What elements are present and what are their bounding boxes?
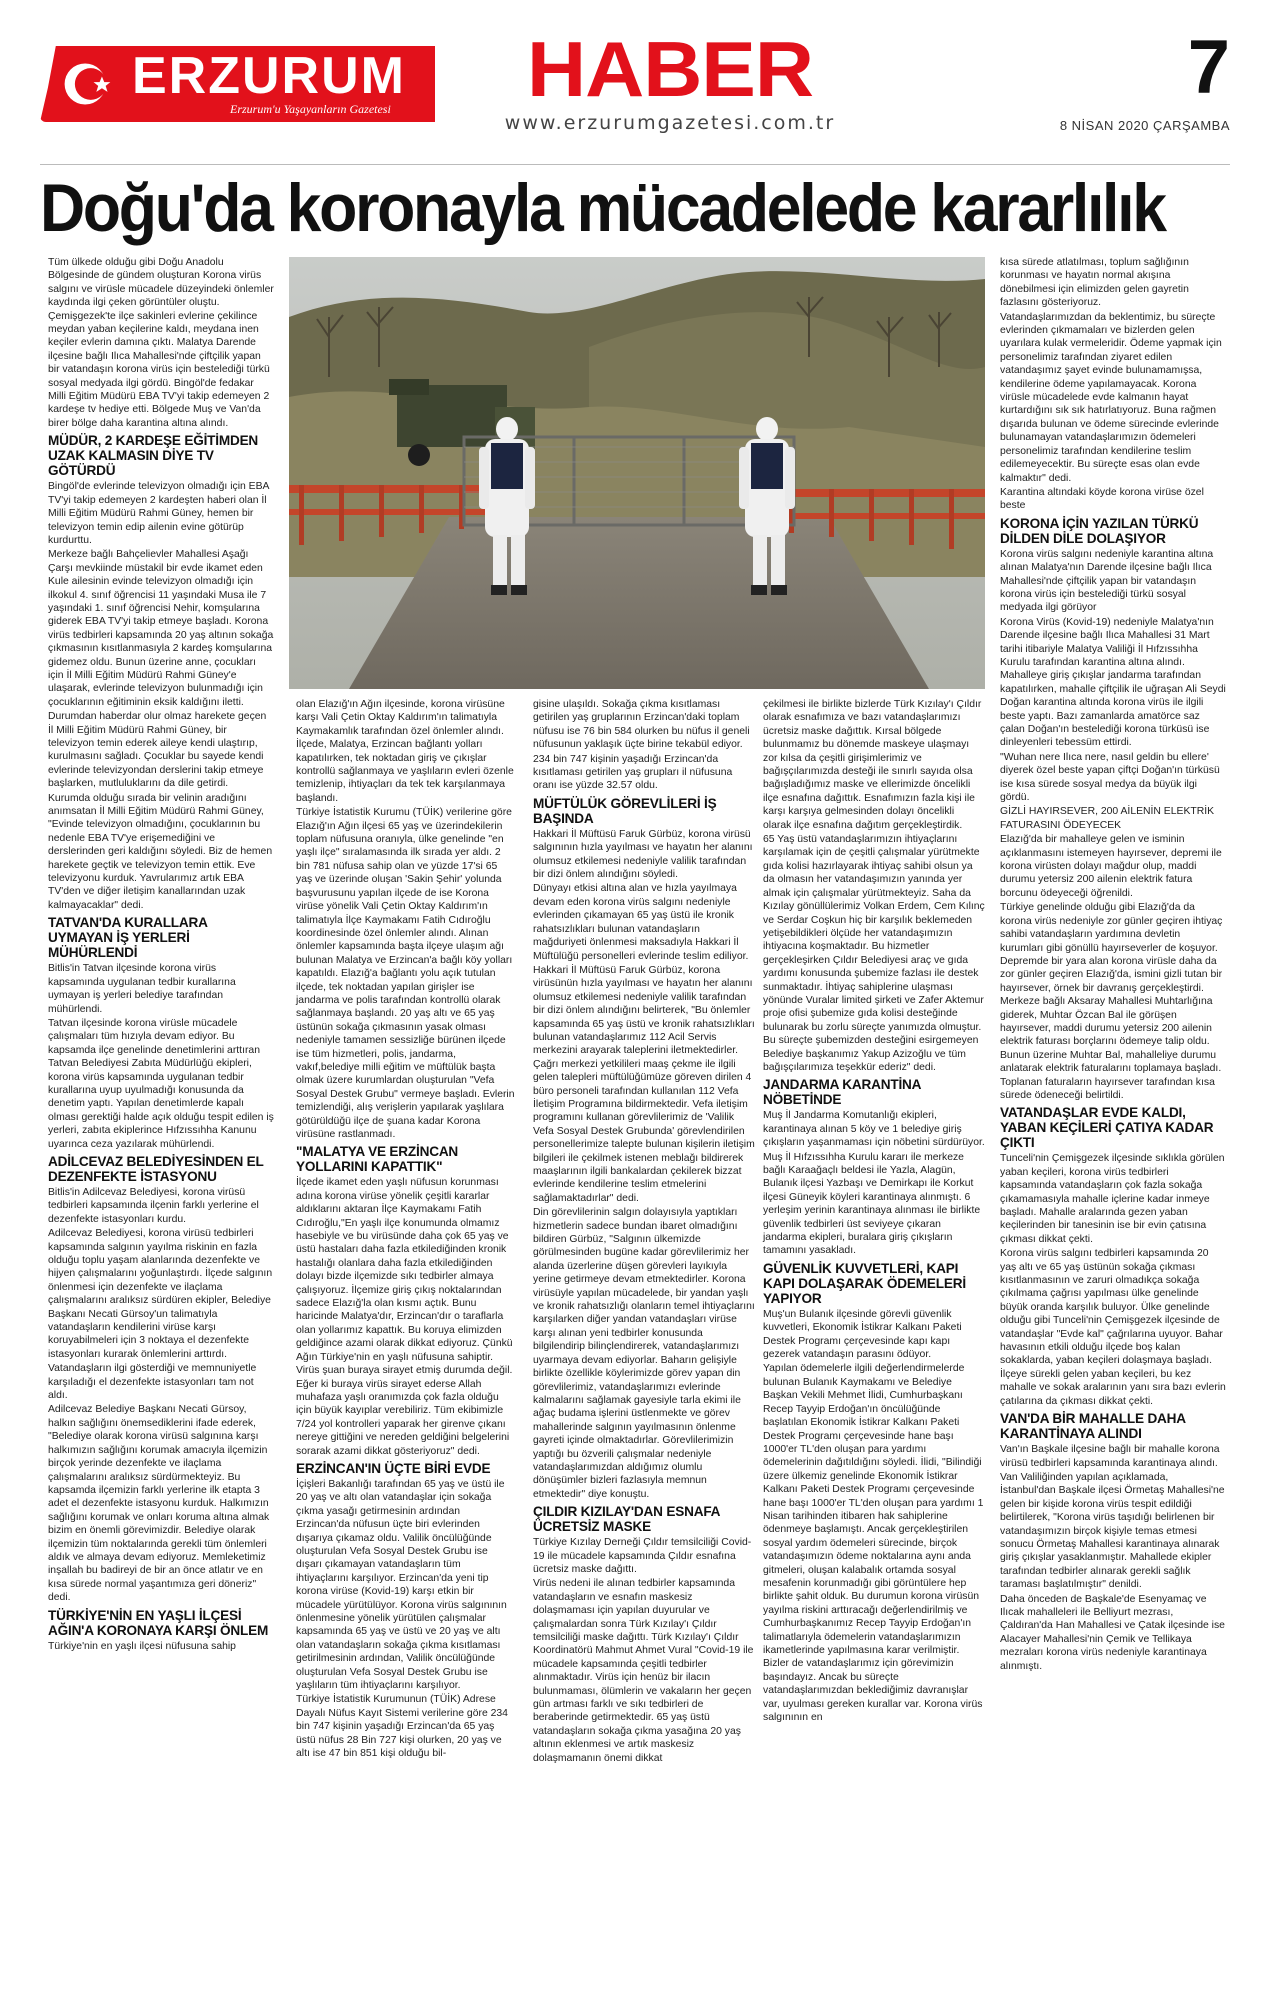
paragraph: GİZLİ HAYIRSEVER, 200 AİLENİN ELEKTRİK FATURASINI ÖDEYECEK — [1000, 806, 1215, 831]
paragraph: Adilcevaz Belediye Başkanı Necati Gürsoy, halkın sağlığını önemsediklerini ifade ederek, "Belediye olarak korona virüsü salgınına karşı halkımızın sağlığını korumak amacıyla ilçemizin birçok yerinde dezenfekte ve ilaçlama çalışmalarını aralıksız sürdürmekteyiz. Bu kapsamda ilçemizin farklı yerlerine ilk etapta 3 adet el dezenfekte istasyonu kurduk. Halkımızın sağlığını korumak ve onları koruma altına almak bizim en önemli görevimizdir. Belediye olarak ilçemizin tüm noktalarında gerekli tüm önlemleri aldık ve almaya devam ediyoruz. Memleketimiz inşallah bu badireyi de bir an önce atlatır ve en kısa sürede normal yaşantımıza geri döneriz" dedi. — [48, 1404, 270, 1604]
subheading: TÜRKİYE'NİN EN YAŞLI İLÇESİ AĞIN'A KORONAYA KARŞI ÖNLEM — [48, 1607, 269, 1638]
photo-illustration — [289, 257, 985, 689]
masthead — [40, 25, 1230, 140]
paragraph: Korona virüs salgını nedeniyle karantina altına alınan Malatya'nın Darende ilçesine bağlı Ilıca Mahallesi'nde çiftçilik yapan bir vatandaşın korona virüs için bestelediği türkü sosyal medyada ilgi görüyor — [1000, 548, 1214, 614]
subheading: VATANDAŞLAR EVDE KALDI, YABAN KEÇİLERİ ÇATIYA KADAR ÇIKTI — [1000, 1105, 1214, 1151]
paragraph: Türkiye İstatistik Kurumu (TÜİK) verilerine göre Elazığ'ın Ağın ilçesi 65 yaş ve üzerindekilerin toplam nüfusuna oranıyla, ülke genelinde "en yaşlı ilçe" sıralamasında ilk sırada yer aldı. 2 bin 781 nüfusa sahip olan ve yüzde 17'si 65 yaş ve üzerinde oluşan 'Sakin Şehir' yolunda başvurusunu yapılan ilçede de ise Korona virüse yönelik Vali Çetin Oktay Kaldırım'ın talimatıyla İlçe Kaymakamı Fatih Cıdıroğlu koordinesinde özel önlemler alındı. Alınan önlemler kapsamında başta ilçeye ulaşım ağı bulunan Malatya ve Erzincan'a bağlı köy yolları kapatıldı. Elazığ'a bağlantı yolu açık tutulan ilçede, tek noktadan yapılan girişler ise jandarma ve polis tarafından kontrollü olarak sağlanmaya başlandı. 20 yaş altı ve 65 yaş üstünün sokağa çıkmasının yasak olması nedeniyle tamamen sessizliğe bürünen ilçede ise tüm hizmetleri, polis, jandarma, vakıf,belediye milli eğitim ve müftülük başta olmak üzere kurumlardan oluşturulan "Vefa Sosyal Destek Grubu" vermeye başladı. Evlerin temizlendiği, alış verişlerin yapılarak yaşlılara götürüldüğü ilçe de şuana kadar Korona virüsüne rastlanmadı. — [296, 807, 515, 1140]
paragraph: Bitlis'in Adilcevaz Belediyesi, korona virüsü tedbirleri kapsamında ilçenin farklı yerlerine el dezenfekte istasyonları kurdu. — [48, 1186, 259, 1225]
column-1 — [48, 256, 274, 1980]
paragraph: olan Elazığ'ın Ağın ilçesinde, korona virüsüne karşı Vali Çetin Oktay Kaldırım'ın talimatıyla Kaymakamlık tarafından özel önlemler alındı. İlçede, Malatya, Erzincan bağlantı yolları kapatılırken, tek noktadan giriş ve çıkışlar kontrollü sağlanmaya ve yaşlıların evleri özenle temizlenip, ihtiyaçları da tek tek karşılanmaya başlandı. — [296, 699, 514, 804]
paragraph: Yapılan ödemelerle ilgili değerlendirmelerde bulunan Bulanık Kaymakamı ve Belediye Başkan Vekili Mehmet İlidi, Cumhurbaşkanı Recep Tayyip Erdoğan'ın öncülüğünde başlatılan Ekonomik İstikrar Kalkanı Paketi Destek Programı çerçevesinde hane başı 1000'er TL'den oluşan para yardımı ödemelerinin dağıtıldığını söyledi. İlidi, "Bilindiği üzere ülkemiz genelinde Ekonomik İstikrar Kalkanı Paketi Destek Programı çerçevesinde hane başı 1000'er TL'den oluşan para yardımı 1 Nisan tarihinden itibaren hak sahiplerine ödenmeye başlamıştı. Ancak gerçekleştirilen sosyal yardım ödemeleri sürecinde, birçok vatandaşımızın ödeme noktalarına aynı anda gitmeleri, oluşan kalabalık ortamda sosyal mesafenin korunmadığı gibi görüntülere hep birlikte şahit olduk. Bu durumun korona virüsün yayılma riskini arttıracağı değerlendirilmiş ve Cumhurbaşkanımız Recep Tayyip Erdoğan'ın talimatlarıyla ödemelerin vatandaşlarımızın ikametlerinde yapılmasına karar verilmiştir. Bizler de vatandaşlarımız için görevimizin başındayız. Ancak bu süreçte vatandaşlarımızdan beklediğimiz davranışlar var, uyulması gereken kurallar var. Korona virüs salgınının en — [763, 1363, 984, 1724]
paragraph: Karantina altındaki köyde korona virüse özel beste — [1000, 486, 1204, 512]
column-4 — [763, 698, 985, 1980]
paragraph: Tüm ülkede olduğu gibi Doğu Anadolu Bölgesinde de gündem oluşturan Korona virüs salgını ve virüsle mücadele düzeyindeki önlemler kaydında ilgi çeken görüntüler oluştu. Çemişgezek'te ilçe sakinleri evlerine çekilince meydan yaban keçilerine kaldı, meydana inen keçiler evlerin damına çıktı. Malatya Darende ilçesine bağlı Ilıca Mahallesi'nde çiftçilik yapan bir vatandaşın korona virüs için bestelediği türkü sosyal medyada ilgi gördü. Bingöl'de fedakar Milli Eğitim Müdürü EBA TV'yi takip edemeyen 2 kardeşe tv hediye etti. Bölgede Muş ve Van'da birer bölge daha karantina altına alındı. — [48, 257, 274, 429]
paragraph: Muş'un Bulanık ilçesinde görevli güvenlik kuvvetleri, Ekonomik İstikrar Kalkanı Paketi Destek Programı çerçevesinde kapı kapı gezerek vatandaşın parasını ödüyor. — [763, 1308, 962, 1361]
paragraph: Bingöl'de evlerinde televizyon olmadığı için EBA TV'yi takip edemeyen 2 kardeşten haberi olan İl Milli Eğitim Müdürü Rahmi Güney, hemen bir televizyon temin edip ailenin evine götürüp kurdurttu. — [48, 481, 269, 546]
paragraph: Vatandaşlarımızdan da beklentimiz, bu süreçte evlerinden çıkmamaları ve bizlerden gelen uyarılara kulak vermeleridir. Ödeme yapmak için personelimiz tarafından ziyaret edilen vatandaşımız şayet evinde bulunamamışsa, kendilerine ödeme yapılamayacak. Korona virüsle mücadelede evde kalmanın hayat kurtardığını sık sık hatırlatıyoruz. Buna rağmen dışarıda bulunan ve ödeme sürecinde evlerinde bulunamayan vatandaşlarımızın ödemeleri personelimiz tarafından kendilerine teslim edilemeyecektir. Bu süreçte esas olan evde kalmaktır" dedi. — [1000, 311, 1222, 484]
paragraph: Elazığ'da bir mahalleye gelen ve isminin açıklanmasını istemeyen hayırsever, depremi ile korona virüsten dolayı mağdur olup, maddi durumu yetersiz 200 ailenin elektrik fatura borcunu ödeyeceği öğrenildi. — [1000, 834, 1222, 899]
subheading: KORONA İÇİN YAZILAN TÜRKÜ DİLDEN DİLE DOLAŞIYOR — [1000, 515, 1199, 546]
paragraph: kısa sürede atlatılması, toplum sağlığının korunması ve hayatın normal akışına dönebilmesi için elimizden gelen gayretin fazlasını gösteriyoruz. — [1000, 257, 1189, 309]
paragraph: Tunceli'nin Çemişgezek ilçesinde sıklıkla görülen yaban keçileri, korona virüs tedbirleri kapsamında vatandaşların çok fazla sokağa çıkamamasıyla mahalle içlerine kadar inmeye başladı. Mahalle aralarında gezen yaban keçilerinden bir tanesinin ise bir evin çatısına çıkması dikkat çekti. — [1000, 1153, 1225, 1245]
subheading: TATVAN'DA KURALLARA UYMAYAN İŞ YERLERİ MÜHÜRLENDİ — [48, 915, 208, 961]
subheading: JANDARMA KARANTİNA NÖBETİNDE — [763, 1077, 921, 1108]
paragraph: Türkiye genelinde olduğu gibi Elazığ'da da korona virüs nedeniyle zor günler geçiren ihtiyaç sahibi vatandaşların yardımına devletin kurumları gibi gönüllü hayırseverler de koşuyor. Depremde bir yara alan korona virüsle daha da zor günler geçiren Elazığ'da, ismini gizli tutan bir hayırsever, örnek bir davranış gerçekleştirdi. Merkeze bağlı Aksaray Mahallesi Muhtarlığına giderek, Muhtar Özcan Bal ile görüşen hayırsever, maddi durumu yetersiz 200 ailenin elektrik faturası borçlarını ödemeye talip oldu. Bunun üzerine Muhtar Bal, mahalleliye durumu anlatarak elektrik faturalarını toplamaya başladı. Toplanan faturaların hayırsever tarafından kısa sürede ödeneceği belirtildi. — [1000, 902, 1223, 1101]
paragraph: Hakkari İl Müftüsü Faruk Gürbüz, korona virüsü salgınının hızla yayılması ve hayatın her alanını olumsuz etkilemesi nedeniyle valilik tarafından bir dizi önlem alındığını söyledi. — [533, 828, 753, 881]
subheading: ÇILDIR KIZILAY'DAN ESNAFA ÜCRETSİZ MASKE — [533, 1504, 720, 1535]
subheading: GÜVENLİK KUVVETLERİ, KAPI KAPI DOLAŞARAK ÖDEMELERİ YAPIYOR — [763, 1260, 966, 1306]
paragraph: Van Valiliğinden yapılan açıklamada, İstanbul'dan Başkale ilçesi Örmetaş Mahallesi'ne gelen bir kişide korona virüs tespit edildiği belirtilerek, "Korona virüs taşıdığı belirlenen bir vatandaşımızın birçok kişiyle temas etmesi sonucu Örmetaş Mahallesi karantinaya alınarak giriş çıkışlar yasaklanmıştır. Mahallede ekipler tarafından tedbirler alınarak gerekli sağlık taraması başlatılmıştır" denildi. — [1000, 1471, 1225, 1591]
paragraph: Vatandaşların ilgi gösterdiği ve memnuniyetle karşıladığı el dezenfekte istasyonları tam not aldı. — [48, 1363, 257, 1402]
paragraph: Van'ın Başkale ilçesine bağlı bir mahalle korona virüsü tedbirleri kapsamında karantinaya alındı. — [1000, 1444, 1220, 1469]
paragraph: Hakkari İl Müftüsü Faruk Gürbüz, korona virüsünün hızla yayılması ve hayatın her alanını olumsuz etkilemesi nedeniyle valilik tarafından bir dizi önlem alındığını belirterek, "Bu önlemler kapsamında 65 yaş üstü ve kronik rahatsızlıkları bulunan vatandaşlarımız 112 Acil Servis merkezini arayarak taleplerini iletmektedirler. Çağrı merkezi yetkilileri maaş çekme ile ilgili gelen talepleri müftülüğümüze göreven dirilen 4 büro personeli tarafından kullanılan 112 Vefa İletişim Programına bildirmektedir. Vefa iletişim programını kullanan görevlilerimiz de 'Valilik Vefa Sosyal Destek Grubunda' görevlendirilen personellerimize talepte bulunan kişilerin iletişim bilgileri ile çekilmek istenen meblağı bildirerek maaşlarının ilgili bankalardan çekilerek bizzat evlerinde kendilerine teslim etmelerini sağlamaktadırlar" dedi. — [533, 964, 755, 1204]
column-2 — [296, 698, 516, 1980]
paragraph: Türkiye Kızılay Derneği Çıldır temsilciliği Covid-19 ile mücadele kapsamında Çıldır esnafına ücretsiz maske dağıttı. — [533, 1537, 752, 1575]
headline: Doğu'da koronayla mücadelede kararlılık — [40, 170, 1165, 246]
paragraph: çekilmesi ile birlikte bizlerde Türk Kızılay'ı Çıldır olarak esnafımıza ve bazı vatandaşlarımızı ücretsiz maske dağıttık. Kırsal bölgede bulunmamız bu dönemde maskeye ulaşmayı zor kılsa da çeşitli girişimlerimiz ve bağışçılarımızda desteği ile sınırlı sayıda olsa bağışladığımız maske ve ellerimizde öncelikli ilçe esnafına dağıttık. Esnafımızın fazla kişi ile karşı karşıya gelmesinden dolayı öncelikli olarak ilçe esnafına dağıtım gerçekleştirdik. — [763, 699, 982, 831]
subheading: MÜDÜR, 2 KARDEŞE EĞİTİMDEN UZAK KALMASIN DİYE TV GÖTÜRDÜ — [48, 433, 259, 479]
subheading: "MALATYA VE ERZİNCAN YOLLARINI KAPATTIK" — [296, 1144, 459, 1175]
paragraph: Korona Virüs (Kovid-19) nedeniyle Malatya'nın Darende ilçesine bağlı Ilıca Mahallesi 31 Mart tarihi itibariyle Malatya Valiliği İl Hıfzıssıhha Kurulu tarafından karantina altına alındı. Mahalleye giriş çıkışlar jandarma tarafından kapatılırken, mahalle çiftçilik ile uğraşan Ali Seydi Doğan karantina altında korona virüs ile ilgili beste yaptı. Bazı zamanlarda amatörce saz çalan Doğan'ın bestelediği korona türküsü ise dinleyenleri tebessüm ettirdi. — [1000, 616, 1226, 749]
checkpoint-photo — [289, 257, 985, 689]
headline-block — [40, 168, 1230, 252]
paragraph: Virüs nedeni ile alınan tedbirler kapsamında vatandaşların ve esnafın maskesiz dolaşmaması için yapılan duyurular ve çalışmalardan sonra Türk Kızılay'ı Çıldır temsilciliği maske dağıttı. Türk Kızılay'ı Çıldır Koordinatörü Mahmut Ahmet Vural "Covid-19 ile mücadele kapsamında çeşitli tedbirler alınmaktadır. Virüs için henüz bir ilacın bulunmaması, ölümlerin ve vakaların her geçen gün artması farklı ve sıkı tedbirleri de beraberinde getirmektedir. 65 yaş üstü vatandaşların sokağa çıkma yasağına 20 yaş altının eklenmesi ve artık maskesiz dolaşmamanın önemi dikkat — [533, 1578, 754, 1764]
logo-subtitle: Erzurum'u Yaşayanların Gazetesi — [230, 102, 391, 116]
paragraph: Daha önceden de Başkale'de Esenyamaç ve Ilıcak mahalleleri ile Belliyurt mezrası, Çaldıran'da Han Mahallesi ve Çatak ilçesinde ise Alacayer Mahallesi'nin Çemik ve Tellikaya mezraları korona virüs nedeniyle karantinaya alınmıştı. — [1000, 1593, 1225, 1672]
paragraph: İlçede ikamet eden yaşlı nüfusun korunması adına korona virüse yönelik çeşitli kararlar aldıklarını aktaran İlçe Kaymakamı Fatih Cıdıroğlu,"En yaşlı ilçe konumunda olmamız hasebiyle ve bu virüsünde daha çok 65 yaş ve üstü hastaları daha fazla etkilediğinden kronik hastalığı olanlara daha fazla etkilediğinden dolayı bizde ilçemizde sıkı tedbirler almaya çalışıyoruz. İlçemize giriş çıkış noktalarından sadece Elazığ'la olan kısmı açtık. Bunu haricinde Malatya'dır, Erzincan'dır o taraflarla olan yollarımız kapattık. Bu koruya elimizden geldiğince azami olarak dikkat ediyoruz. Çünkü Ağın Türkiye'nin en yaşlı nüfusuna sahiptir. Virüs şuan buraya sirayet etmiş durumda değil. Eğer ki buraya virüs sirayet ederse Allah muhafaza yaşlı oranımızda çok fazla olduğu için büyük kayıplar verebiliriz. Tüm ekibimizle 7/24 yol kontrolleri yaparak her girenve çıkanı nereye gittiğini ve nereden geldiğini belgelerini sorarak azami dikkat gösteriyoruz" dedi. — [296, 1177, 513, 1457]
paragraph: Türkiye'nin en yaşlı ilçesi nüfusuna sahip — [48, 1640, 236, 1652]
paragraph: Merkeze bağlı Bahçelievler Mahallesi Aşağı Çarşı mevkiinde müstakil bir evde ikamet eden Kule ailesinin evinde televizyon olmadığı için ilkokul 4. sınıf öğrencisi 11 yaşındaki Musa ile 7 yaşındaki 1. sınıf öğrencisi Nehir, komşularına giderek EBA TV'yi takip etmeye başladı. Korona virüs tedbirleri kapsamında 20 yaş altının sokağa çıkmasının kısıtlanmasıyla 2 kardeş komşularına gidemez oldu. Bunun üzerine anne, çocukları için İl Milli Eğitim Müdürü Rahmi Güney'e ulaşarak, evlerinde televizyon bulunmadığı için çocuklarının eğitiminin eksik kaldığını iletti. — [48, 549, 274, 708]
section-title: HABER — [527, 25, 813, 113]
paragraph: 65 Yaş üstü vatandaşlarımızın ihtiyaçlarını karşılamak için de çeşitli çalışmalar yürütmekte gıda kolisi hazırlayarak ihtiyaç sahibi olsun ya da olmasın her vatandaşımızın yanında yer almak için çalışmalar yürütmekteyiz. Saha da Kızılay gönüllülerimiz Volkan Erdem, Cem Kılınç ve Serdar Coşkun hiç bir karşılık beklemeden yetişebildikleri ölçüde her vatandaşımızın ihtiyacına koşmaktadır. Bu hizmetler gerçekleşirken Çıldır Belediyesi araç ve gıda yardımı konusunda şubemize fazlası ile destek sunmaktadır. İhtiyaç sahiplerine ulaşması yönünde Vuralar limited şirketi ve Zafer Aktemur proje ofisi şubemize gıda kolisi desteğinde bulunarak bu zorlu süreçte yanımızda olmuştur. Bu süreçte şubemizden desteğini esirgemeyen Belediye başkanımız Yakup Azizoğlu ve tüm bağışçılarımıza teşekkür ederiz" dedi. — [763, 834, 985, 1073]
paragraph: Muş İl Hıfzıssıhha Kurulu kararı ile merkeze bağlı Karaağaçlı beldesi ile Yazla, Alagün, Bulanık ilçesi Yazbaşı ve Demirkapı ile Korkut ilçesi Güneyik köyleri karantinaya alınmıştı. 6 yerleşim yerinin karantinaya alınması ile birlikte güvenlik tedbirleri üst seviyeye çıkaran jandarma ekipleri, buralara giriş çıkışların tamamını yasakladı. — [763, 1151, 981, 1257]
crescent-star-icon — [58, 56, 116, 112]
paragraph: Dünyayı etkisi altına alan ve hızla yayılmaya devam eden korona virüs salgını nedeniyle evlerinden çıkamayan 65 yaş üstü ile kronik rahatsızlıkları bulunan vatandaşların mağduriyeti önlenmesi maksadıyla Hakkari İl Müftülüğü personelleri evlerinde teslim ediliyor. — [533, 883, 749, 962]
subheading: MÜFTÜLÜK GÖREVLİLERİ İŞ BAŞINDA — [533, 795, 717, 826]
page-number: 7 — [1187, 25, 1230, 110]
logo-text: ERZURUM — [132, 47, 406, 105]
subheading: VAN'DA BİR MAHALLE DAHA KARANTİNAYA ALINDI — [1000, 1411, 1186, 1442]
paragraph: Adilcevaz Belediyesi, korona virüsü tedbirleri kapsamında salgının yayılma riskinin en fazla olduğu toplu yaşam alanlarında dezenfekte ve hijyen çalışmalarını yoğunlaştırdı. İlçede salgının önlenmesi için dezenfekte ve ilaçlama çalışmalarını aralıksız sürdüren ekipler, Belediye Başkanı Necati Gürsoy'un talimatıyla vatandaşların kendilerini virüse karşı koruyabilmeleri için 3 noktaya el dezenfekte istasyonları kurarak önlemlerini arttırdı. — [48, 1228, 273, 1360]
paragraph: Bitlis'in Tatvan ilçesinde korona virüs kapsamında uygulanan tedbir kurallarına uymayan iş yerleri belediye tarafından mühürlendi. — [48, 963, 236, 1015]
paragraph: 234 bin 747 kişinin yaşadığı Erzincan'da kısıtlaması getirilen yaş grupları il nüfusuna oranı ise yüzde 32.57 oldu. — [533, 753, 733, 792]
subheading: ERZİNCAN'IN ÜÇTE BİRİ EVDE — [296, 1460, 491, 1476]
column-5 — [1000, 256, 1226, 1980]
website-link[interactable]: www.erzurumgazetesi.com.tr — [504, 112, 836, 134]
header-rule — [40, 164, 1230, 165]
issue-date: 8 NİSAN 2020 ÇARŞAMBA — [1059, 118, 1230, 133]
paragraph: Muş İl Jandarma Komutanlığı ekipleri, karantinaya alınan 5 köy ve 1 belediye giriş çıkışların yaşanmaması için nöbetini sürdürüyor. — [763, 1110, 985, 1149]
paragraph: "Wuhan nere Ilıca nere, nasıl geldin bu ellere' diyerek özel beste yapan çiftçi Doğan'ın türküsü ise kısa sürede sosyal medya da büyük ilgi gördü. — [1000, 751, 1220, 804]
paragraph: gisine ulaşıldı. Sokağa çıkma kısıtlaması getirilen yaş gruplarının Erzincan'daki toplam nüfusu ise 76 bin 584 olurken bu nüfus il geneli nüfusunun yaklaşık üçte birine tekabül ediyor. — [533, 699, 750, 751]
paragraph: Kurumda olduğu sırada bir velinin aradığını anımsatan İl Milli Eğitim Müdürü Rahmi Güney, "Evinde televizyon olmadığını, çocuklarının bu nedenle EBA TV'ye erişemediğini ve derslerinden geri kaldığını söyledi. Biz de hemen harekete geçtik ve televizyon temin ettik. Eve televizyonu kurduk. Yavrularımız artık EBA TV'den ve diğer iletişim kanallarından uzak kalmayacaklar" dedi. — [48, 792, 273, 911]
paragraph: Korona virüs salgını tedbirleri kapsamında 20 yaş altı ve 65 yaş üstünün sokağa çıkması kısıtlanmasının ve zaruri olmadıkça sokağa çıkılmama çağrısı yapılması ülke genelinde büyük oranda karşılık buluyor. Ülke genelinde olduğu gibi Tunceli'nin Çemişgezek ilçesinde de vatandaşlar "Evde kal" çağrılarına uyuyor. Bahar havasının etkili olduğu ilçede boş kalan sokaklarda, yaban keçileri dolaşmaya başladı. İlçeye sürekli gelen yaban keçileri, bu kez mahalle ve sokak aralarının yanı sıra bazı evlerin çatılarına da çıkması dikkat çekti. — [1000, 1248, 1226, 1407]
paragraph: Durumdan haberdar olur olmaz harekete geçen İl Milli Eğitim Müdürü Rahmi Güney, bir televizyon temin ederek aileye kendi ulaştırıp, kurulmasını sağladı. Çocuklar bu sayede kendi evlerinde televizyondan derslerini takip etmeye başlarken, mutluluklarını da dile getirdi. — [48, 711, 267, 790]
paragraph: Din görevlilerinin salgın dolayısıyla yaptıkları hizmetlerin sadece bundan ibaret olmadığını bildiren Gürbüz, "Salgının ülkemizde görülmesinden bugüne kadar görevlilerimiz her alanda üzerlerine düşen görevleri layıkıyla yerine getirmeye devam etmektedirler. Korona virüsüyle yapılan mücadelede, bir yandan yaşlı ve kronik rahatsızlığı olanların temel ihtiyaçlarını karşılarken diğer yandan vatandaşları virüse karşı alınan yeni tedbirler konusunda bilgilendirip bilinçlendirerek, vatandaşlarımızı uyarmaya devam ediyorlar. Baharın gelişiyle birlikte özellikle köylerimizde görev yapan din görevlilerimiz, vatandaşlarımızı evlerinde kalmalarını sağlamak gayesiyle tarla ekimi ile ağaç budama işlerini üstlenmekte ve görev mahallerinde salgının yayılmasının önlenme gayreti içinde olmaktadırlar. Görevlilerimizin yaptığı bu özverili çalışmalar nedeniyle vatandaşlarımızdan aldığımız olumlu dönüşümler bizleri fazlasıyla memnun etmektedir" diye konuştu. — [533, 1207, 755, 1500]
newspaper-logo[interactable] — [40, 46, 435, 122]
column-3 — [533, 698, 755, 1980]
subheading: ADİLCEVAZ BELEDİYESİNDEN EL DEZENFEKTE İSTASYONU — [48, 1153, 264, 1184]
paragraph: İçişleri Bakanlığı tarafından 65 yaş ve üstü ile 20 yaş ve altı olan vatandaşlar için sokağa çıkma yasağı getirmesinin ardından Erzincan'da nüfusun üçte biri evlerinden dışarıya çıkamaz oldu. Valilik öncülüğünde oluşturulan Vefa Sosyal Destek Grubu ise dışarı çıkamayan vatandaşların tüm ihtiyaçlarını karşılıyor. Erzincan'da yeni tip korona virüse (Kovid-19) karşı etkin bir mücadele yürütülüyor. Korona virüs salgınının önlenmesine yönelik yürütülen çalışmalar kapsamında 65 yaş ve üstü ve 20 yaş ve altı olan vatandaşların sokağa çıkma kısıtlaması getirilmesinin ardından, Valilik öncülüğünde oluşturulan Vefa Sosyal Destek Grubu ise yaşlıların tüm ihtiyaçlarını karşılıyor. — [296, 1478, 507, 1692]
paragraph: Türkiye İstatistik Kurumunun (TÜİK) Adrese Dayalı Nüfus Kayıt Sistemi verilerine göre 234 bin 747 kişinin yaşadığı Erzincan'da 65 yaş üstü nüfus 28 Bin 727 kişi olurken, 20 yaş ve altı ise 47 bin 851 kişi olduğu bil- — [296, 1694, 508, 1760]
paragraph: Tatvan ilçesinde korona virüsle mücadele çalışmaları tüm hızıyla devam ediyor. Bu kapsamda ilçe genelinde denetimlerini arttıran Tatvan Belediyesi Zabıta Müdürlüğü ekipleri, korona virüs kapsamında uygulanan tedbir kurallarına uyup uyulmadığı konusunda da denetim yaptı. Yapılan denetimlerde kapalı olması gerektiği halde açık olduğu tespit edilen iş yerleri, zabıta ekiplerince Hıfzıssıhha Kanunu uyarınca ceza yazılarak mühürlendi. — [48, 1017, 274, 1150]
